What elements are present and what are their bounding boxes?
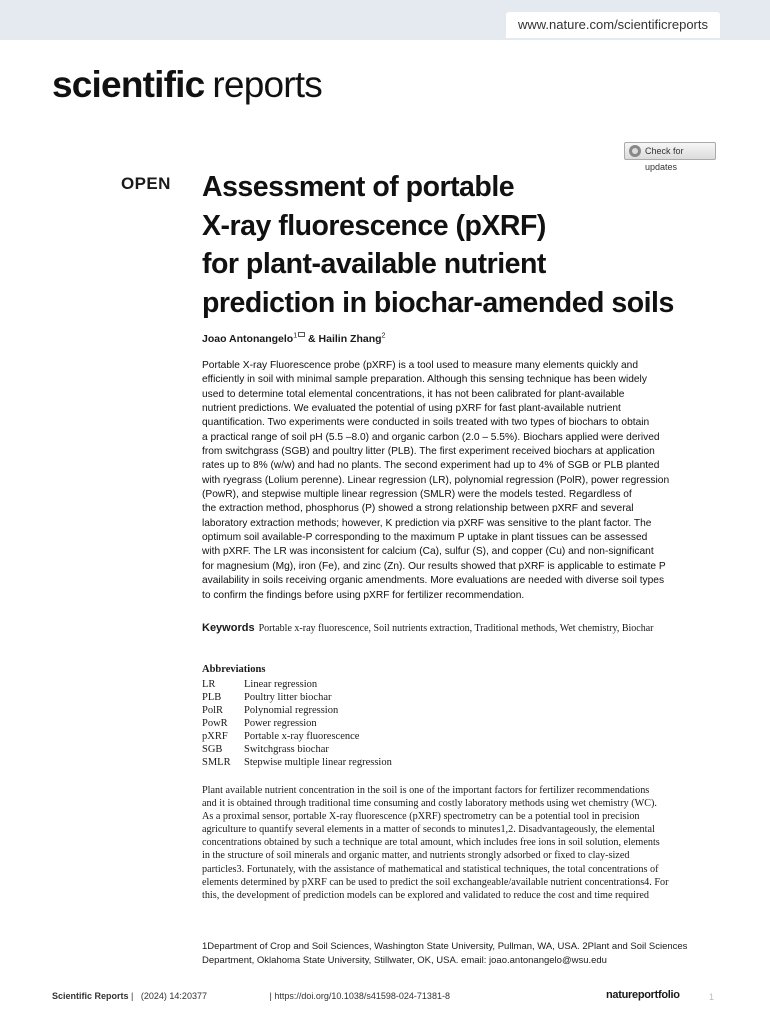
title-line: for plant-available nutrient — [202, 248, 546, 280]
abbreviations-list — [202, 678, 392, 769]
journal-url[interactable]: www.nature.com/scientificreports — [506, 12, 720, 38]
abstract-line: optimum soil available-P corresponding to the maximum P uptake in plant tissues can be assessed — [202, 532, 648, 544]
check-for-updates-label: Check for updates — [645, 146, 684, 172]
abstract-line: used to determine total elemental concentrations, it has not been calibrated for plant-available — [202, 388, 625, 400]
journal-logo[interactable] — [52, 64, 322, 106]
abstract-line: availability in soils receiving organic amendments. More evaluations are needed with diverse soil types — [202, 575, 665, 587]
affiliation-line: 1Department of Crop and Soil Sciences, Washington State University, Pullman, WA, USA. 2Plant and Soil Sciences — [202, 941, 688, 952]
title-line: prediction in biochar-amended soils — [202, 286, 674, 319]
page-footer — [52, 991, 450, 1001]
body-line: agriculture to quantify several elements in a matter of seconds to minutes1,2. Disadvantageously, the elemental — [202, 824, 655, 836]
article-title — [202, 168, 742, 322]
abbreviation-definition: Portable x-ray fluorescence — [244, 731, 360, 742]
abbreviation-row — [202, 756, 392, 769]
abbreviation-row — [202, 704, 392, 717]
abbreviation-definition: Switchgrass biochar — [244, 744, 329, 755]
abstract-line: for magnesium (Mg), iron (Fe), and zinc (Zn). Our results showed that pXRF is applicable to estimate P — [202, 560, 666, 572]
abbreviation-code: pXRF — [202, 731, 228, 742]
body-line: and it is obtained through traditional time consuming and costly laboratory methods using wet chemistry (WC). — [202, 798, 657, 810]
author-separator: & — [308, 333, 316, 345]
body-line: concentrations obtained by such a technique are total amount, which includes free ions in soil solution, elements — [202, 837, 660, 849]
abbreviations-heading: Abbreviations — [202, 664, 266, 675]
page-number: 1 — [709, 992, 715, 1002]
abstract-line: a practical range of soil pH (5.5 –8.0) and organic carbon (2.0 – 5.5%). Biochars applied were derived — [202, 431, 660, 443]
abstract-line: from switchgrass (SGB) and poultry litter (PLB). The first experiment received biochars at application — [202, 446, 655, 458]
abbreviation-row — [202, 743, 392, 756]
affiliations — [202, 940, 718, 968]
abstract-line: Portable X-ray Fluorescence probe (pXRF) is a tool used to measure many elements quickly and — [202, 360, 639, 371]
abstract-line: quantification. Two experiments were conducted in soils treated with two types of biochars to obtain — [202, 417, 650, 429]
body-line: Plant available nutrient concentration in the soil is one of the important factors for fertilizer recommendations — [202, 785, 650, 796]
abbreviation-row — [202, 717, 392, 730]
abbreviation-definition: Linear regression — [244, 679, 318, 690]
abstract-line: to confirm the findings before using pXRF for fertilizer recommendation. — [202, 589, 525, 601]
footer-separator: | — [131, 991, 134, 1001]
keywords-text: Portable x-ray fluorescence, Soil nutrients extraction, Traditional methods, Wet chemistry, Biochar — [258, 623, 654, 634]
body-line: particles3. Fortunately, with the assistance of mathematical and statistical techniques, the total concentrations of — [202, 863, 659, 875]
footer-doi-link[interactable]: | https://doi.org/10.1038/s41598-024-71381-8 — [269, 991, 450, 1001]
body-line: in the structure of soil minerals and organic matter, and nutrients strongly adsorbed or fixed to clay-sized — [202, 850, 630, 862]
abbreviation-row — [202, 691, 392, 704]
abbreviation-code: PowR — [202, 718, 228, 729]
journal-logo-bold: scientific — [52, 64, 205, 105]
affiliation-line: Department, Oklahoma State University, Stillwater, OK, USA. email: joao.antonangelo@wsu.edu — [202, 955, 607, 966]
abbreviation-row — [202, 730, 392, 743]
author-name[interactable]: Joao Antonangelo — [202, 333, 294, 345]
body-line: As a proximal sensor, portable X-ray fluorescence (pXRF) spectrometry can be a potential tool in precision — [202, 811, 640, 823]
abstract-line: laboratory extraction methods; however, K prediction via pXRF was sensitive to the plant factor. The — [202, 517, 652, 529]
abbreviation-definition: Stepwise multiple linear regression — [244, 757, 392, 768]
abbreviation-definition: Poultry litter biochar — [244, 692, 332, 703]
affiliation-sup: 1 — [293, 332, 298, 340]
abbreviation-definition: Polynomial regression — [244, 705, 339, 716]
envelope-icon[interactable] — [298, 332, 305, 337]
check-for-updates-button[interactable] — [624, 142, 716, 172]
abbreviation-code: PLB — [202, 692, 222, 703]
body-line: this, the development of prediction models can be explored and validated to reduce the cost and time required — [202, 889, 649, 901]
abbreviation-definition: Power regression — [244, 718, 317, 729]
body-text — [202, 784, 718, 902]
footer-citation: (2024) 14:20377 — [140, 991, 207, 1001]
abbreviation-code: SGB — [202, 744, 223, 755]
affiliation-sup: 2 — [381, 332, 386, 340]
journal-logo-light: reports — [212, 64, 322, 105]
abstract-line: rates up to 8% (w/w) and had no plants. The second experiment had up to 4% of SGB or PLB planted — [202, 460, 660, 472]
title-line: Assessment of portable — [202, 171, 515, 203]
open-access-label: OPEN — [121, 174, 171, 193]
abstract-line: efficiently in soil with minimal sample preparation. Although this sensing technique has been widely — [202, 374, 647, 386]
abstract-line: with pXRF. The LR was inconsistent for calcium (Ca), sulfur (S), and copper (Cu) and non-significant — [202, 546, 654, 558]
abbreviation-row — [202, 678, 392, 691]
title-line: X-ray fluorescence (pXRF) — [202, 209, 546, 242]
keywords — [202, 621, 718, 636]
abbreviation-code: PolR — [202, 705, 224, 716]
update-check-icon — [629, 145, 641, 157]
abstract-line: with ryegrass (Lolium perenne). Linear regression (LR), polynomial regression (PolR), power regression — [202, 474, 670, 486]
footer-journal: Scientific Reports — [52, 991, 129, 1001]
abbreviation-code: SMLR — [202, 757, 231, 768]
top-bar — [0, 0, 770, 40]
author-list — [202, 332, 385, 345]
keywords-label: Keywords — [202, 622, 255, 634]
nature-portfolio-logo: natureportfolio — [606, 989, 680, 1001]
body-line: elements determined by pXRF can be used to predict the soil exchangeable/available nutrient concentrations4. For — [202, 876, 669, 888]
abstract — [202, 359, 718, 603]
abstract-line: (PowR), and stepwise multiple linear regression (SMLR) were the models tested. Regardless of — [202, 489, 632, 501]
abbreviation-code: LR — [202, 679, 216, 690]
author-name[interactable]: Hailin Zhang — [318, 333, 382, 345]
abstract-line: the extraction method, phosphorus (P) showed a strong relationship between pXRF and several — [202, 503, 634, 515]
abstract-line: nutrient predictions. We evaluated the potential of using pXRF for fast plant-available nutrient — [202, 403, 621, 415]
